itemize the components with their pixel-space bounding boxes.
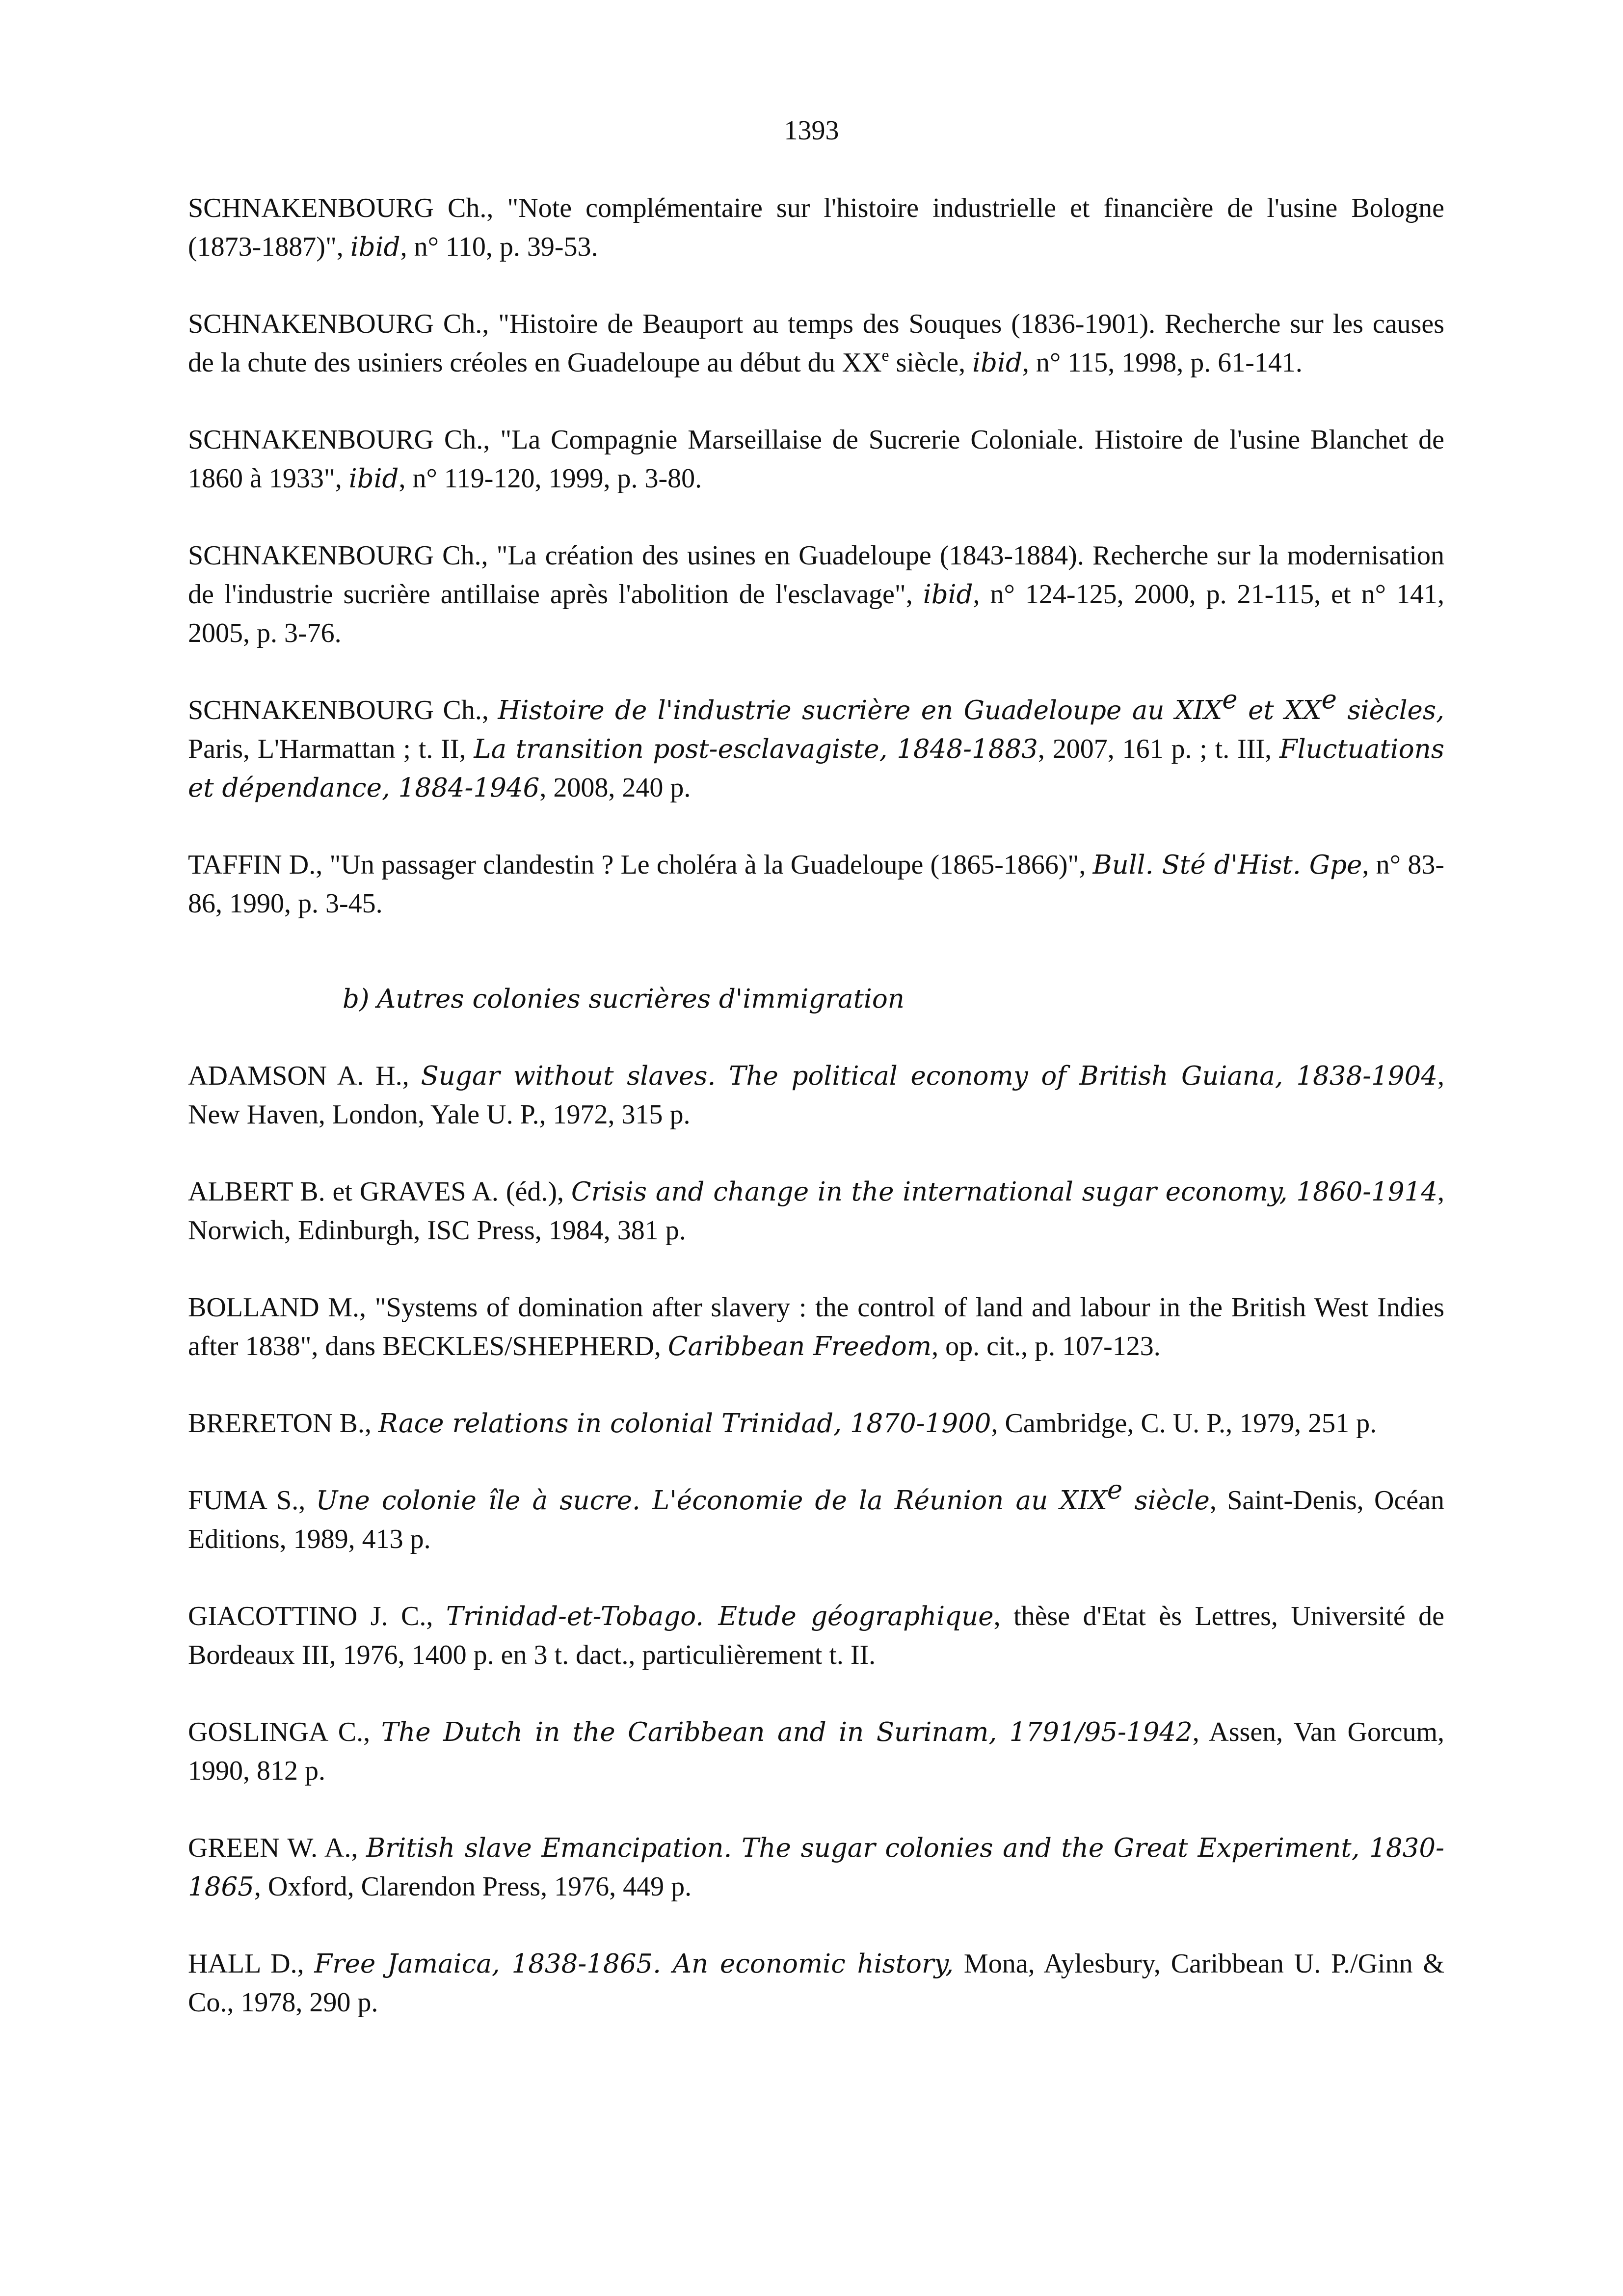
entry-text: "Histoire de Beauport au temps des Souques (1836-1901). Recherche sur les causes de la chute des usiniers créoles en Guadeloupe au début du XX: [188, 309, 1444, 378]
entry-publication: , Assen, Van Gorcum, 1990, 812 p.: [188, 1717, 1445, 1786]
entry-publication: , Oxford, Clarendon Press, 1976, 449 p.: [254, 1871, 692, 1902]
entry-publication: , Cambridge, C. U. P., 1979, 251 p.: [991, 1408, 1377, 1439]
entry-author: ADAMSON A. H.,: [188, 1061, 421, 1091]
entry-author: TAFFIN D.,: [188, 850, 330, 880]
entry-title: Une colonie île à sucre. L'économie de la Réunion au XIX: [316, 1486, 1107, 1516]
bibliography-entry: [188, 1173, 1444, 1250]
entry-publication: , Saint-Denis, Océan Editions, 1989, 413 p.: [188, 1485, 1445, 1554]
entry-publication: , op. cit., p. 107-123.: [931, 1331, 1161, 1362]
bibliography-entry: [188, 1404, 1444, 1443]
bibliography-entry: [188, 305, 1444, 382]
entry-publication: , New Haven, London, Yale U. P., 1972, 315 p.: [188, 1061, 1444, 1130]
entry-author: ALBERT B. et GRAVES A. (éd.),: [188, 1176, 571, 1207]
entry-publication: , Norwich, Edinburgh, ISC Press, 1984, 381 p.: [188, 1176, 1444, 1246]
entry-title: Sugar without slaves. The political economy of British Guiana, 1838-1904: [421, 1061, 1437, 1091]
entry-title: Fluctuations et dépendance, 1884-1946: [188, 734, 1445, 803]
bibliography: [188, 189, 1444, 2060]
entry-author: HALL D.,: [188, 1949, 315, 1979]
entry-publication: , thèse d'Etat ès Lettres, Université de Bordeaux III, 1976, 1400 p. en 3 t. dact., particulièrement t. II.: [188, 1601, 1445, 1670]
entry-title: British slave Emancipation. The sugar colonies and the Great Experiment, 1830-1865: [188, 1833, 1444, 1902]
bibliography-entry: [188, 421, 1444, 498]
entry-title: ibid: [923, 580, 973, 610]
entry-publication: , 2007, 161 p. ; t. III,: [1038, 734, 1279, 764]
entry-publication: , n° 124-125, 2000, p. 21-115, et n° 141, 2005, p. 3-76.: [188, 579, 1444, 648]
entry-author: SCHNAKENBOURG Ch.,: [188, 540, 497, 571]
bibliography-entry: [188, 846, 1444, 923]
entry-title: Histoire de l'industrie sucrière en Guadeloupe au XIX: [498, 695, 1223, 725]
entry-publication: , n° 119-120, 1999, p. 3-80.: [399, 463, 702, 494]
entry-author: SCHNAKENBOURG Ch.,: [188, 425, 501, 455]
entry-publication: , n° 83-86, 1990, p. 3-45.: [188, 850, 1444, 919]
page-number: 1393: [784, 115, 839, 146]
entry-title: Crisis and change in the international sugar economy, 1860-1914: [571, 1177, 1437, 1207]
entry-title: Free Jamaica, 1838-1865. An economic history,: [314, 1949, 954, 1979]
entry-publication: , n° 115, 1998, p. 61-141.: [1022, 347, 1303, 378]
superscript: e: [1222, 685, 1238, 715]
entry-title: Trinidad-et-Tobago. Etude géographique: [446, 1602, 994, 1631]
bibliography-entry: [188, 685, 1445, 807]
entry-title: Bull. Sté d'Hist. Gpe: [1092, 850, 1362, 880]
entry-author: GIACOTTINO J. C.,: [188, 1601, 446, 1631]
entry-title: siècle: [1122, 1486, 1210, 1516]
bibliography-entry: [188, 1829, 1444, 1906]
subsection-heading: [343, 980, 1444, 1018]
entry-author: SCHNAKENBOURG Ch.,: [188, 695, 498, 725]
entry-author: BRERETON B.,: [188, 1408, 378, 1439]
entry-publication: Paris, L'Harmattan ; t. II,: [188, 734, 474, 764]
bibliography-entry: [188, 536, 1444, 653]
subsection-marker: b): [343, 984, 370, 1014]
superscript: e: [1321, 685, 1337, 715]
entry-publication: Mona, Aylesbury, Caribbean U. P./Ginn & Co., 1978, 290 p.: [188, 1949, 1444, 2018]
bibliography-entry: [188, 1945, 1444, 2022]
entry-text: "Note complémentaire sur l'histoire industrielle et financière de l'usine Bologne (1873-1887)",: [188, 193, 1444, 262]
entry-text: siècle,: [889, 347, 973, 378]
entry-text: "La création des usines en Guadeloupe (1843-1884). Recherche sur la modernisation de l'industrie sucrière antillaise après l'abolition de l'esclavage",: [188, 540, 1444, 610]
entry-author: FUMA S.,: [188, 1485, 316, 1516]
entry-author: BOLLAND M.,: [188, 1292, 375, 1323]
entry-author: GREEN W. A.,: [188, 1833, 367, 1863]
entry-publication: , 2008, 240 p.: [539, 773, 691, 803]
entry-title: La transition post-esclavagiste, 1848-1883: [474, 734, 1038, 764]
entry-text: "Systems of domination after slavery : the control of land and labour in the British West Indies after 1838", dans BECKLES/SHEPHERD,: [188, 1292, 1444, 1362]
entry-title: Race relations in colonial Trinidad, 1870-1900: [378, 1409, 991, 1439]
bibliography-entry: [188, 189, 1444, 267]
entry-title: siècles,: [1337, 695, 1444, 725]
bibliography-entry: [188, 1475, 1445, 1559]
entry-author: GOSLINGA C.,: [188, 1717, 381, 1747]
superscript: e: [881, 347, 889, 365]
entry-title: ibid: [348, 464, 399, 494]
entry-text: "La Compagnie Marseillaise de Sucrerie Coloniale. Histoire de l'usine Blanchet de 1860 à 1933",: [188, 425, 1444, 494]
entry-text: "Un passager clandestin ? Le choléra à la Guadeloupe (1865-1866)",: [329, 850, 1093, 880]
subsection-title: Autres colonies sucrières d'immigration: [377, 984, 905, 1014]
bibliography-entry: [188, 1713, 1444, 1790]
entry-title: ibid: [350, 232, 400, 262]
entry-title: et XX: [1237, 695, 1322, 725]
bibliography-entry: [188, 1288, 1444, 1366]
entry-title: The Dutch in the Caribbean and in Surinam, 1791/95-1942: [381, 1717, 1193, 1747]
entry-publication: , n° 110, p. 39-53.: [400, 232, 598, 262]
entry-title: Caribbean Freedom: [667, 1332, 932, 1362]
entry-author: SCHNAKENBOURG Ch.,: [188, 309, 499, 339]
entry-author: SCHNAKENBOURG Ch.,: [188, 193, 507, 223]
bibliography-entry: [188, 1057, 1444, 1134]
entry-title: ibid: [972, 348, 1022, 378]
superscript: e: [1107, 1475, 1123, 1505]
bibliography-entry: [188, 1597, 1444, 1675]
